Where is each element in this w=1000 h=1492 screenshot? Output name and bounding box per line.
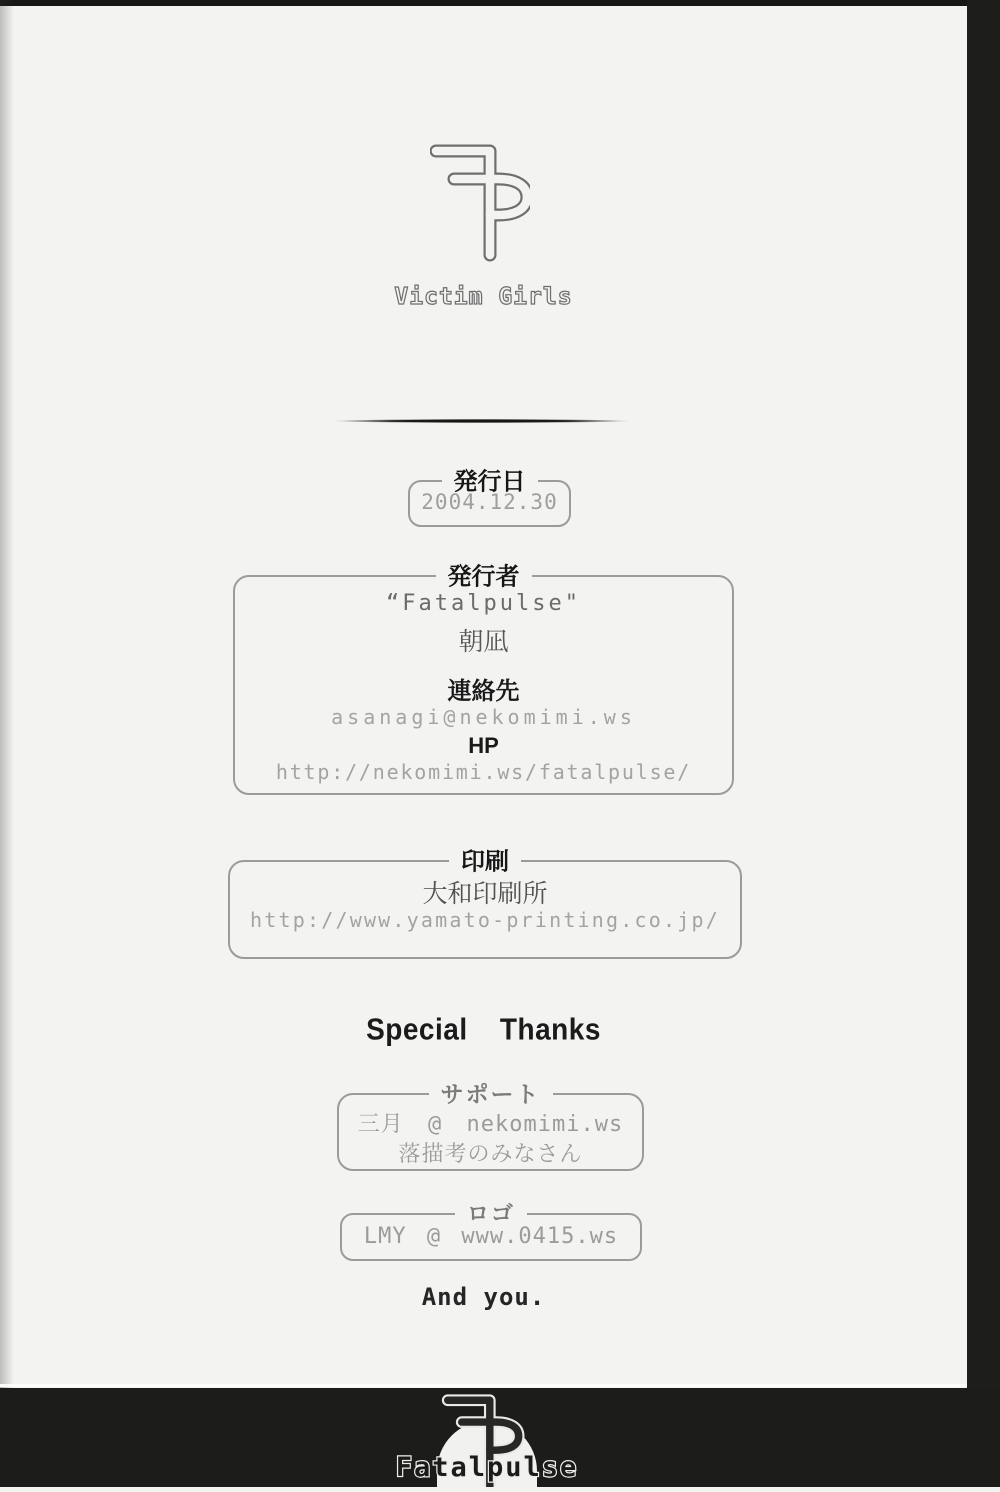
- printing-company: 大和印刷所: [422, 880, 548, 908]
- publisher-box: [233, 563, 734, 795]
- support-credit-line: 落描考のみなさん: [398, 1141, 583, 1166]
- footer-brand-text: Fatalpulse: [395, 1452, 579, 1483]
- logo-credit-label: ロゴ: [455, 1197, 527, 1228]
- page-right-edge: [967, 0, 1000, 1487]
- hp-label: HP: [468, 733, 499, 758]
- publication-date-value: 2004.12.30: [421, 490, 558, 514]
- footer-band: [0, 1388, 1000, 1487]
- scan-left-shadow: [0, 0, 14, 1487]
- divider-rule: [333, 419, 630, 423]
- circle-name: “Fatalpulse": [386, 591, 581, 616]
- page-title: Victim Girls: [394, 284, 573, 310]
- author-name: 朝凪: [458, 628, 509, 656]
- logo-credit-line: LMY @ www.0415.ws: [363, 1224, 619, 1249]
- contact-label: 連絡先: [447, 678, 520, 705]
- footer-art: [0, 1388, 1000, 1487]
- homepage-url: http://nekomimi.ws/fatalpulse/: [275, 760, 692, 784]
- support-credit-line: 三月 @ nekomimi.ws: [357, 1112, 624, 1137]
- and-you-text: And you.: [421, 1283, 546, 1311]
- publication-date-label: 発行日: [442, 462, 538, 497]
- publisher-label: 発行者: [436, 557, 532, 592]
- contact-email: asanagi@nekomimi.ws: [331, 705, 636, 729]
- printing-label: 印刷: [449, 842, 521, 877]
- printing-url: http://www.yamato-printing.co.jp/: [250, 908, 720, 932]
- logo-credit-box: [340, 1201, 642, 1261]
- page-top-edge: [0, 0, 1000, 6]
- footer-highlight-line: [0, 1384, 967, 1387]
- special-thanks-heading: Special Thanks: [366, 1012, 601, 1047]
- publication-date-box: [408, 468, 571, 527]
- support-credit-box: [337, 1080, 644, 1171]
- printing-box: [228, 848, 742, 959]
- support-label: サポート: [429, 1076, 553, 1109]
- fp-monogram-icon: [430, 143, 530, 263]
